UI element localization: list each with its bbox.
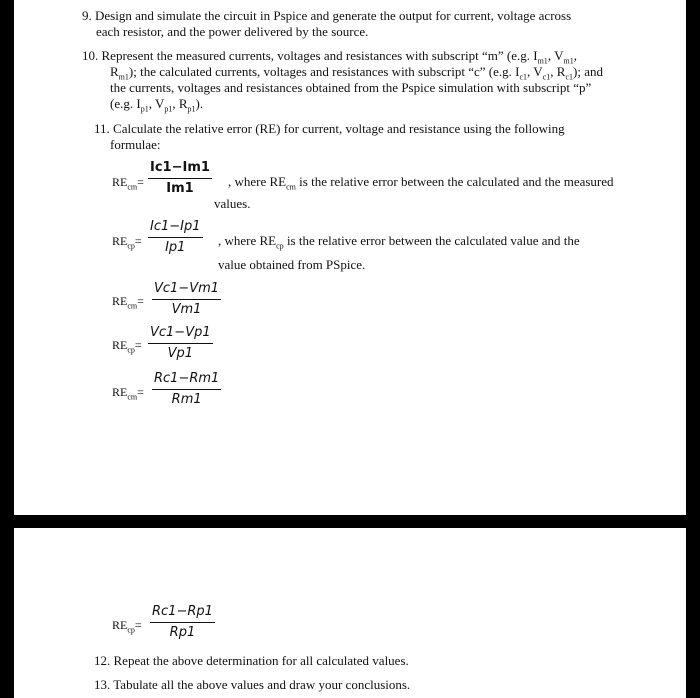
formula-2-numerator: Ic1−Ip1 <box>150 219 201 234</box>
fraction-bar <box>148 178 212 179</box>
item-13: 13. Tabulate all the above values and draw your conclusions. <box>94 677 411 692</box>
item-11-line-2: formulae: <box>110 137 161 152</box>
item-10-line-3: the currents, voltages and resistances obtained from the Pspice simulation with subscript “p” <box>110 80 592 95</box>
formula-6-numerator: Rc1−Rp1 <box>152 604 213 619</box>
formula-6-lhs: $RE_{cp}=$ <box>112 618 142 635</box>
formula-4-numerator: Vc1−Vp1 <box>150 325 211 340</box>
formula-4-lhs: $RE_{cp}=$ <box>112 338 142 355</box>
document-page-bottom <box>14 528 686 698</box>
formula-6-denominator: Rp1 <box>169 625 196 640</box>
formula-1-note-2: values. <box>214 196 251 211</box>
fraction-bar <box>152 299 221 300</box>
formula-3-denominator: Vm1 <box>171 302 202 317</box>
formula-3-lhs: $RE_{cm}=$ <box>112 294 144 311</box>
fraction-bar <box>152 389 221 390</box>
formula-2-lhs: $RE_{cp}=$ <box>112 234 142 251</box>
item-10-line-1: 10. Represent the measured currents, voltages and resistances with subscript “m” (e.g. $I_{m1}$, $V_{m1}$, <box>82 48 577 66</box>
item-12: 12. Repeat the above determination for all calculated values. <box>94 653 409 668</box>
formula-2-note-2: value obtained from PSpice. <box>218 257 366 272</box>
item-9-line-1: 9. Design and simulate the circuit in Pspice and generate the output for current, voltage across <box>82 8 572 23</box>
fraction-bar <box>148 237 203 238</box>
formula-1-lhs: $RE_{cm}=$ <box>112 175 144 192</box>
item-11-line-1: 11. Calculate the relative error (RE) for current, voltage and resistance using the following <box>94 121 565 136</box>
formula-5-numerator: Rc1−Rm1 <box>154 371 220 386</box>
formula-6-fraction <box>150 604 215 641</box>
document-page-top <box>14 0 686 515</box>
formula-1-note: , where $RE_{cm}$ is the relative error between the calculated and the measured <box>228 174 614 192</box>
fraction-bar <box>148 343 213 344</box>
formula-1-numerator: Ic1−Im1 <box>150 160 210 175</box>
formula-1-denominator: Im1 <box>166 181 194 196</box>
formula-5-denominator: Rm1 <box>171 392 202 407</box>
item-9-line-2: each resistor, and the power delivered by the source. <box>96 24 369 39</box>
item-10-line-2: $R_{m1}$); the calculated currents, voltages and resistances with subscript “c” (e.g. $I_{c1}$, $V_{c1}$, $R_{c1}$); and <box>110 64 603 82</box>
fraction-bar <box>150 622 215 623</box>
formula-4-fraction <box>148 325 213 362</box>
formula-2-note: , where $RE_{cp}$ is the relative error between the calculated value and the <box>218 233 580 251</box>
formula-1-fraction <box>148 160 212 197</box>
formula-3-fraction <box>152 281 221 318</box>
formula-4-denominator: Vp1 <box>167 346 194 361</box>
item-10-line-4: (e.g. $I_{p1}$, $V_{p1}$, $R_{p1}$). <box>110 96 204 114</box>
formula-2-denominator: Ip1 <box>165 240 186 255</box>
formula-5-lhs: $RE_{cm}=$ <box>112 385 144 402</box>
formula-5-fraction <box>152 371 221 408</box>
formula-3-numerator: Vc1−Vm1 <box>154 281 220 296</box>
formula-2-fraction <box>148 219 203 256</box>
